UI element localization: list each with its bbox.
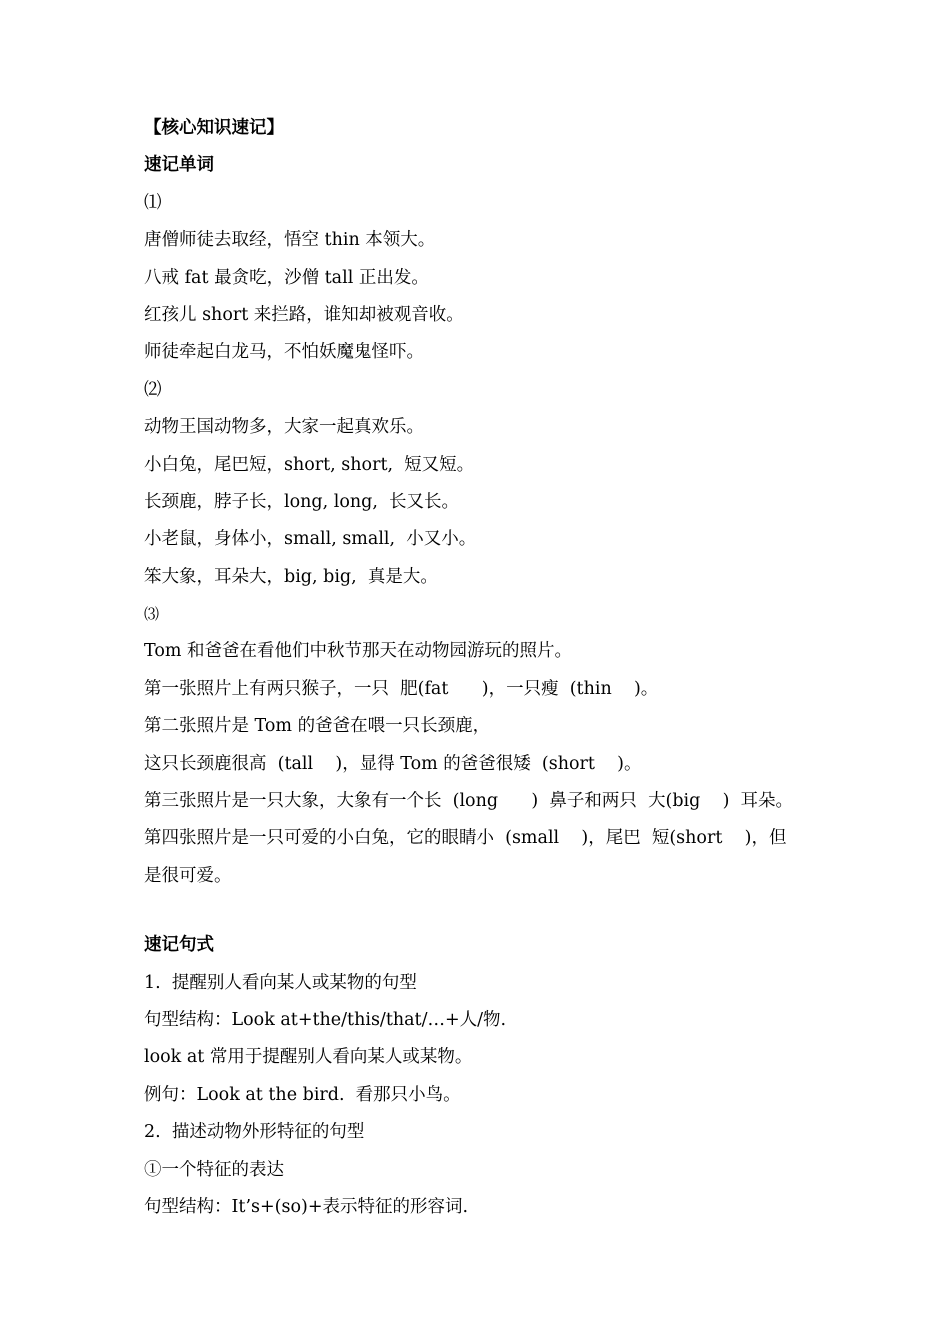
sentence-line: 1. 提醒别人看向某人或某物的句型 [144,972,417,993]
poem-line: 唐僧师徒去取经，悟空 thin 本领大。 [144,230,436,251]
sentence-line: 句型结构：It’s+(so)+表示特征的形容词. [144,1196,469,1217]
rhyme-line: 笨大象，耳朵大，big, big, 真是大。 [144,566,438,587]
story-line: Tom 和爸爸在看他们中秋节那天在动物园游玩的照片。 [144,641,573,662]
rhyme-line: 动物王国动物多，大家一起真欢乐。 [144,417,424,438]
part-marker-1: ⑴ [144,192,162,213]
sentence-line: 2. 描述动物外形特征的句型 [144,1122,365,1143]
story-line: 第一张照片上有两只猴子，一只 肥(fat )，一只瘦 (thin )。 [144,678,659,699]
poem-line: 八戒 fat 最贪吃，沙僧 tall 正出发。 [144,267,429,288]
sentence-line: 例句：Look at the bird. 看那只小鸟。 [144,1084,461,1105]
rhyme-line: 小白兔，尾巴短，short, short, 短又短。 [144,454,475,475]
sentence-line: 句型结构：Look at+the/this/that/…+人/物. [144,1009,507,1030]
story-line: 第二张照片是 Tom 的爸爸在喂一只长颈鹿， [144,716,491,737]
sentence-line: ①一个特征的表达 [144,1159,284,1180]
spacer [144,895,816,927]
document-page [144,110,816,1226]
story-line: 第四张照片是一只可爱的小白兔，它的眼睛小 (small )，尾巴 短(short )，但 [144,828,787,849]
story-line: 这只长颈鹿很高 (tall )，显得 Tom 的爸爸很矮 (short )。 [144,753,642,774]
poem-line: 红孩儿 short 来拦路，谁知却被观音收。 [144,304,464,325]
story-line: 第三张照片是一只大象，大象有一个长 (long ) 鼻子和两只 大(big ) 耳朵。 [144,791,794,812]
story-line: 是很可爱。 [144,865,232,886]
rhyme-line: 长颈鹿，脖子长，long, long, 长又长。 [144,491,460,512]
poem-line: 师徒牵起白龙马，不怕妖魔鬼怪吓。 [144,342,424,363]
vocab-title: 速记单词 [144,155,214,176]
part-marker-2: ⑵ [144,379,162,400]
rhyme-line: 小老鼠，身体小，small, small, 小又小。 [144,529,477,550]
sentences-title: 速记句式 [144,935,214,956]
part-marker-3: ⑶ [144,605,160,624]
section-heading: 【核心知识速记】 [144,118,284,138]
sentence-line: look at 常用于提醒别人看向某人或某物。 [144,1047,473,1068]
